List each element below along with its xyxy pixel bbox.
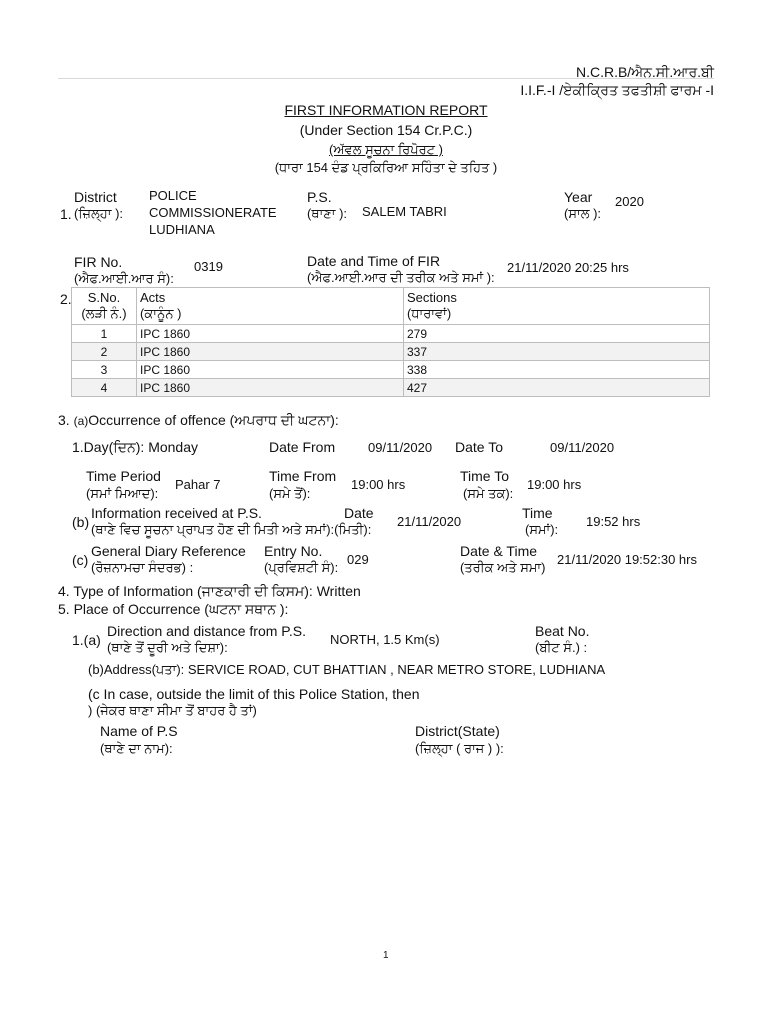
row-section: 279 bbox=[404, 325, 710, 343]
row-act: IPC 1860 bbox=[137, 379, 404, 397]
district-label: District bbox=[74, 189, 117, 205]
header-sections bbox=[404, 288, 710, 325]
header-sno bbox=[72, 288, 137, 325]
time-from-value: 19:00 hrs bbox=[351, 477, 406, 492]
item5-a-marker: 1.(a) bbox=[72, 632, 101, 648]
time-period-value: Pahar 7 bbox=[175, 477, 221, 492]
ps-value: SALEM TABRI bbox=[362, 204, 447, 219]
type-of-information: 4. Type of Information (ਜਾਣਕਾਰੀ ਦੀ ਕਿਸਮ): Written bbox=[58, 583, 361, 599]
address-line: (b)Address(ਪਤਾ): SERVICE ROAD, CUT BHATTIAN , NEAR METRO STORE, LUDHIANA bbox=[88, 662, 606, 677]
info-time-value: 19:52 hrs bbox=[586, 514, 641, 529]
item2-number: 2. bbox=[60, 291, 72, 307]
outside-limit-line-pa: ) (ਜੇਕਰ ਥਾਣਾ ਸੀਮਾ ਤੋਂ ਬਾਹਰ ਹੈ ਤਾਂ) bbox=[88, 703, 257, 718]
date-to-value: 09/11/2020 bbox=[550, 440, 615, 455]
beat-label-pa: (ਬੀਟ ਸੰ.) : bbox=[535, 640, 588, 655]
entry-value: 029 bbox=[347, 552, 369, 567]
info-date-value: 21/11/2020 bbox=[397, 514, 462, 529]
gd-datetime-label: Date & Time bbox=[460, 543, 538, 559]
fir-label: FIR No. bbox=[74, 254, 123, 270]
fir-label-pa: (ਐਫ.ਆਈ.ਆਰ ਸੰ): bbox=[74, 271, 174, 286]
district-value-line1: POLICE bbox=[149, 188, 197, 203]
ncrb-label: N.C.R.B/ਐਨ.ਸੀ.ਆਰ.ਬੀ bbox=[575, 64, 714, 80]
row-section: 427 bbox=[404, 379, 710, 397]
outside-limit-line: (c In case, outside the limit of this Police Station, then bbox=[88, 686, 420, 702]
fir-datetime-label: Date and Time of FIR bbox=[307, 253, 441, 269]
year-value: 2020 bbox=[615, 194, 644, 209]
time-to-label-pa: (ਸਮੇ ਤਕ): bbox=[463, 486, 514, 501]
table-row bbox=[72, 325, 710, 343]
table-row bbox=[72, 343, 710, 361]
b-marker: (b) bbox=[72, 514, 90, 530]
table-row bbox=[72, 379, 710, 397]
report-title-punjabi: (ਅੱਵਲ ਸੂਚਨਾ ਰਿਪੋਰਟ ) bbox=[329, 142, 443, 157]
day-label: 1.Day(ਦਿਨ): Monday bbox=[72, 439, 199, 455]
gd-datetime-label-pa: (ਤਰੀਕ ਅਤੇ ਸਮਾ) bbox=[460, 560, 546, 575]
header-sections-pa: (ਧਾਰਾਵਾਂ) bbox=[407, 306, 452, 321]
report-subtitle: (Under Section 154 Cr.P.C.) bbox=[299, 122, 473, 138]
date-to-label: Date To bbox=[455, 439, 503, 455]
time-to-value: 19:00 hrs bbox=[527, 477, 582, 492]
header-sections-en: Sections bbox=[407, 290, 457, 305]
header-acts-pa: (ਕਾਨੂੰਨ ) bbox=[140, 306, 182, 321]
fir-datetime-label-pa: (ਐਫ.ਆਈ.ਆਰ ਦੀ ਤਰੀਕ ਅਤੇ ਸਮਾਂ ): bbox=[307, 270, 495, 285]
row-section: 338 bbox=[404, 361, 710, 379]
info-time-label-pa: (ਸਮਾਂ): bbox=[525, 522, 559, 537]
district-value-line2: COMMISSIONERATE bbox=[149, 205, 277, 220]
district-state-label-pa: (ਜ਼ਿਲ੍ਹਾ ( ਰਾਜ ) ): bbox=[415, 741, 504, 756]
header-acts bbox=[137, 288, 404, 325]
table-row bbox=[72, 361, 710, 379]
table-header-row bbox=[72, 288, 710, 325]
date-from-value: 09/11/2020 bbox=[368, 440, 433, 455]
row-act: IPC 1860 bbox=[137, 343, 404, 361]
info-received-label-pa: (ਥਾਣੇ ਵਿਚ ਸੂਚਨਾ ਪ੍ਰਾਪਤ ਹੋਣ ਦੀ ਮਿਤੀ ਅਤੇ ਸਮਾਂ):(ਮਿਤੀ): bbox=[91, 522, 372, 537]
item3-a-marker: (a) bbox=[73, 414, 89, 428]
info-date-label: Date bbox=[344, 505, 374, 521]
page-number: 1 bbox=[383, 950, 389, 961]
row-section: 337 bbox=[404, 343, 710, 361]
name-of-ps-label-pa: (ਥਾਣੇ ਦਾ ਨਾਮ): bbox=[100, 741, 173, 756]
header-sno-en: S.No. bbox=[87, 290, 121, 305]
report-subtitle-punjabi: (ਧਾਰਾ 154 ਦੰਡ ਪ੍ਰਕਿਰਿਆ ਸਹਿੰਤਾ ਦੇ ਤਹਿਤ ) bbox=[274, 160, 498, 175]
time-period-label-pa: (ਸਮਾਂ ਮਿਆਦ): bbox=[86, 486, 159, 501]
year-label-pa: (ਸਾਲ ): bbox=[564, 206, 602, 221]
district-value-line3: LUDHIANA bbox=[149, 222, 215, 237]
year-label: Year bbox=[564, 189, 593, 205]
header-sno-pa: (ਲੜੀ ਨੰ.) bbox=[81, 306, 127, 321]
beat-label: Beat No. bbox=[535, 623, 590, 639]
direction-label-pa: (ਥਾਣੇ ਤੋਂ ਦੂਰੀ ਅਤੇ ਦਿਸ਼ਾ): bbox=[107, 640, 228, 655]
fir-datetime-value: 21/11/2020 20:25 hrs bbox=[507, 260, 629, 275]
ps-label: P.S. bbox=[307, 189, 332, 205]
direction-label: Direction and distance from P.S. bbox=[107, 623, 306, 639]
info-time-label: Time bbox=[522, 505, 553, 521]
time-from-label-pa: (ਸਮੇ ਤੋਂ): bbox=[269, 486, 311, 501]
direction-value: NORTH, 1.5 Km(s) bbox=[330, 632, 440, 647]
ps-label-pa: (ਥਾਣਾ ): bbox=[307, 206, 348, 221]
row-act: IPC 1860 bbox=[137, 325, 404, 343]
report-title: FIRST INFORMATION REPORT bbox=[284, 102, 488, 118]
place-of-occurrence-heading: 5. Place of Occurrence (ਘਟਨਾ ਸਥਾਨ ): bbox=[58, 601, 289, 617]
row-act: IPC 1860 bbox=[137, 361, 404, 379]
date-from-label: Date From bbox=[269, 439, 336, 455]
district-state-label: District(State) bbox=[415, 723, 500, 739]
row-sno: 1 bbox=[72, 325, 137, 343]
iif-form-label: I.I.F.-I /ਏਕੀਕ੍ਰਿਤ ਤਫਤੀਸ਼ੀ ਫਾਰਮ -I bbox=[520, 82, 714, 98]
gd-label-pa: (ਰੋਜ਼ਨਾਮਚਾ ਸੰਦਰਭ) : bbox=[91, 560, 194, 575]
name-of-ps-label: Name of P.S bbox=[100, 723, 178, 739]
row-sno: 2 bbox=[72, 343, 137, 361]
gd-label: General Diary Reference bbox=[91, 543, 246, 559]
time-to-label: Time To bbox=[460, 468, 510, 484]
row-sno: 3 bbox=[72, 361, 137, 379]
fir-value: 0319 bbox=[194, 259, 223, 274]
time-period-label: Time Period bbox=[86, 468, 161, 484]
item3-heading-text: Occurrence of offence (ਅਪਰਾਧ ਦੀ ਘਟਨਾ): bbox=[88, 412, 339, 428]
c-marker: (c) bbox=[72, 552, 89, 568]
item3-number: 3. bbox=[58, 412, 74, 428]
item3-heading bbox=[58, 412, 339, 429]
row-sno: 4 bbox=[72, 379, 137, 397]
gd-datetime-value: 21/11/2020 19:52:30 hrs bbox=[557, 552, 697, 567]
acts-sections-table bbox=[71, 287, 710, 397]
entry-label-pa: (ਪ੍ਰਵਿਸ਼ਟੀ ਸੰ): bbox=[264, 560, 339, 575]
district-label-pa: (ਜ਼ਿਲ੍ਹਾ ): bbox=[74, 206, 124, 221]
entry-label: Entry No. bbox=[264, 543, 323, 559]
item1-number: 1. bbox=[60, 206, 72, 222]
info-received-label: Information received at P.S. bbox=[91, 505, 262, 521]
time-from-label: Time From bbox=[269, 468, 337, 484]
header-acts-en: Acts bbox=[140, 290, 166, 305]
